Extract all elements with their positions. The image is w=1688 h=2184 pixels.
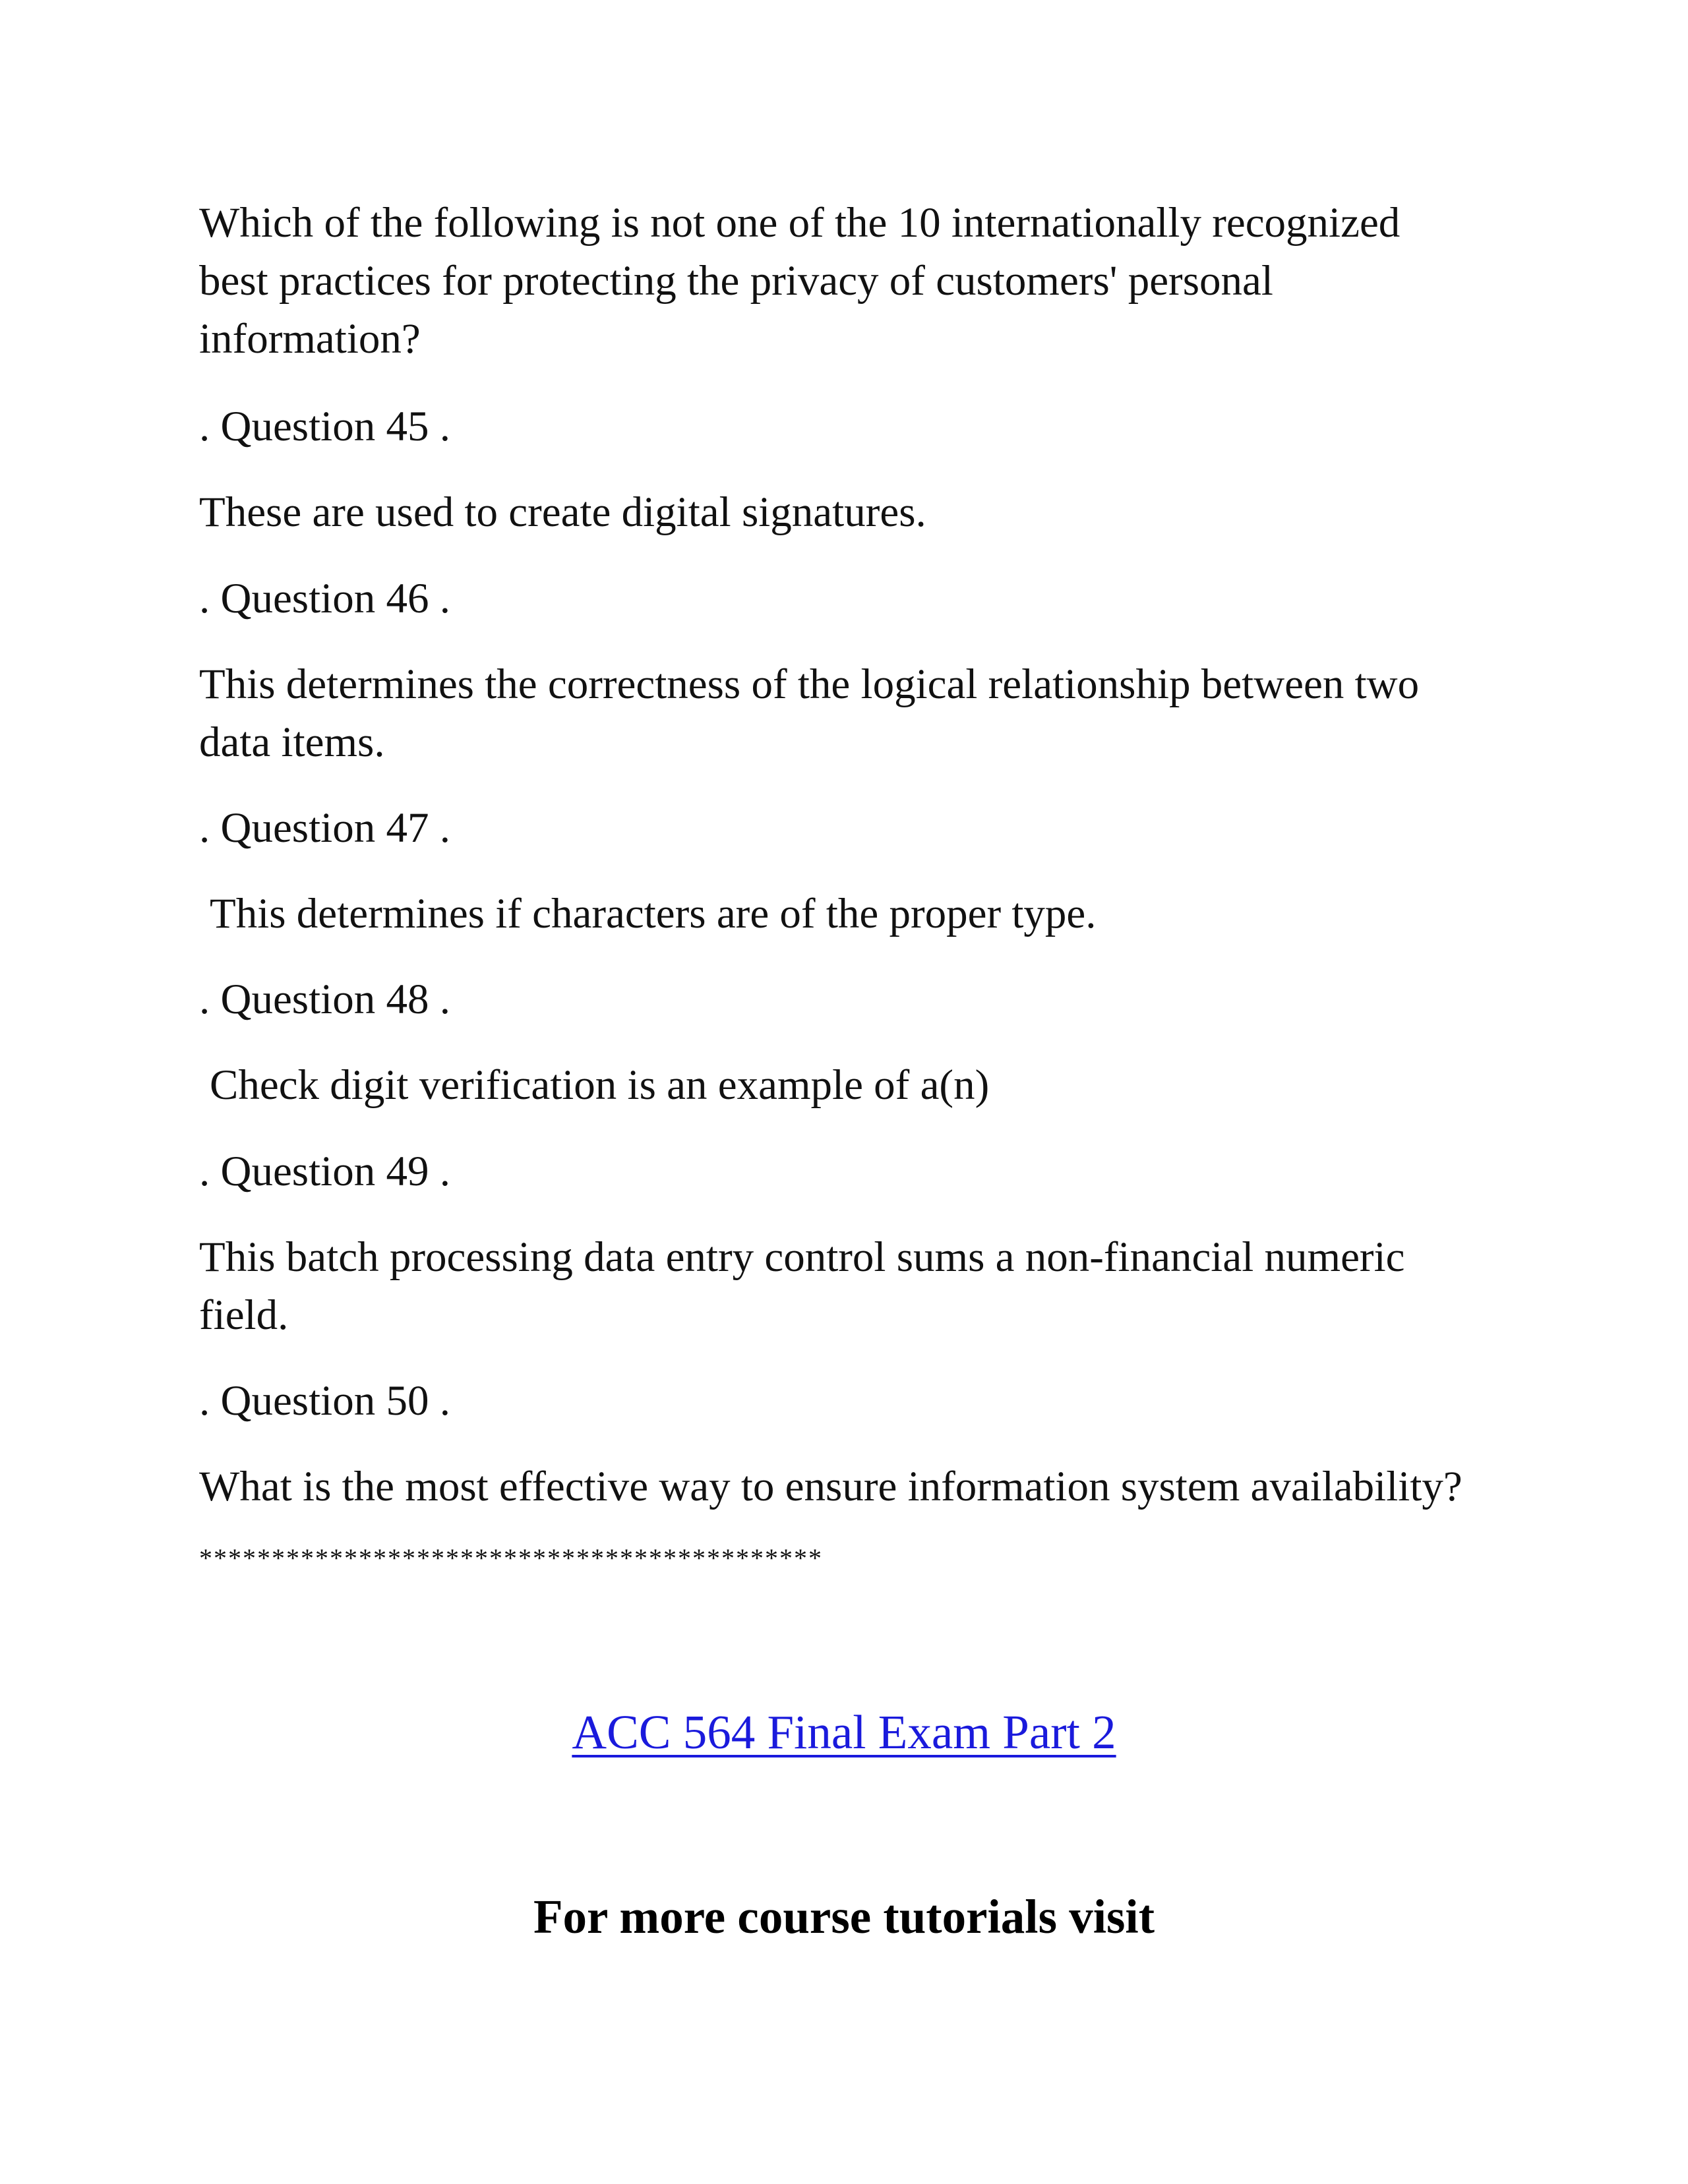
question-46-label: . Question 46 . [199,575,450,622]
question-48-text [210,1056,1528,1114]
text-line: Which of the following is not one of the 10 internationally recognized [199,199,1401,247]
question-49-text [199,1228,1518,1344]
question-50-label: . Question 50 . [199,1377,450,1425]
question-50-text [199,1458,1518,1516]
question-44-text [199,194,1518,368]
separator: ******************************************* [199,1543,823,1573]
footer-text: For more course tutorials visit [533,1890,1155,1943]
question-45-text [199,483,1518,541]
question-49-label: . Question 49 . [199,1148,450,1195]
text-line: This determines the correctness of the logical relationship between two [199,661,1420,708]
text-line: Check digit verification is an example of a(n) [210,1061,990,1109]
text-line: This batch processing data entry control sums a non-financial numeric [199,1233,1405,1281]
question-48-label: . Question 48 . [199,976,450,1023]
question-45-label: . Question 45 . [199,403,450,450]
text-line: field. [199,1291,289,1339]
text-line: This determines if characters are of the proper type. [210,890,1097,937]
text-line: What is the most effective way to ensure information system availability? [199,1463,1462,1510]
exam-part-2-link[interactable]: ACC 564 Final Exam Part 2 [572,1705,1116,1759]
text-line: These are used to create digital signatures. [199,488,926,536]
text-line: data items. [199,719,385,766]
question-46-text [199,655,1518,771]
question-47-label: . Question 47 . [199,804,450,852]
question-47-text [210,885,1528,943]
text-line: best practices for protecting the privacy of customers' personal [199,257,1273,305]
text-line: information? [199,315,421,363]
